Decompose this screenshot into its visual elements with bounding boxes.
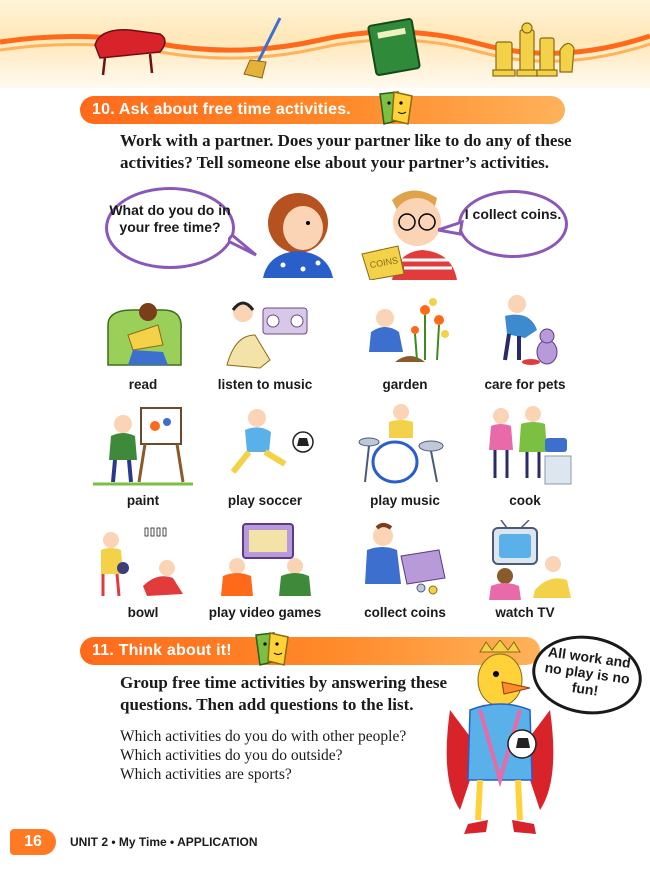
curly-haired-girl-icon	[248, 183, 348, 278]
gardening-child-icon	[355, 290, 455, 370]
top-illustrations	[0, 0, 650, 88]
drummer-child-icon	[355, 402, 455, 486]
activity-read	[73, 290, 213, 392]
book-label: COINS	[368, 255, 399, 271]
bubble-question-text: What do you do in your free time?	[109, 202, 231, 235]
bowling-children-icon	[93, 520, 193, 600]
question-item: Which activities are sports?	[120, 766, 292, 783]
unit-footer-text: UNIT 2 • My Time • APPLICATION	[70, 835, 258, 849]
reading-child-icon	[93, 290, 193, 370]
video-game-children-icon	[215, 520, 315, 600]
activity-cook	[455, 402, 595, 508]
section-11-instructions: Group free time activities by answering these questions. Then add questions to the list.	[120, 673, 448, 714]
activity-collect-coins	[335, 520, 475, 620]
page-number-badge	[10, 829, 56, 855]
two-faces-icon	[378, 90, 414, 126]
activity-label: play music	[370, 493, 440, 508]
activity-play-music	[335, 402, 475, 508]
activity-listen-to-music	[195, 290, 335, 392]
activity-play-soccer	[195, 402, 335, 508]
activity-label: play video games	[208, 605, 322, 620]
page-number: 16	[24, 833, 42, 850]
chess-pieces-icon	[493, 23, 574, 76]
coin-collector-child-icon	[355, 520, 455, 600]
activity-garden	[335, 290, 475, 392]
activity-care-for-pets	[455, 290, 595, 392]
activity-paint	[73, 402, 213, 508]
two-faces-icon	[254, 631, 290, 667]
activity-label: watch TV	[495, 605, 555, 620]
activity-label: cook	[509, 493, 541, 508]
activity-label: care for pets	[484, 377, 566, 392]
piano-icon	[95, 30, 165, 75]
soccer-child-icon	[215, 402, 315, 486]
bubble-tail-right	[438, 218, 464, 240]
book-icon	[368, 19, 420, 76]
activity-watch-tv	[455, 520, 595, 620]
section-10-instructions: Work with a partner. Does your partner like to do any of these activities? Tell someone else about your partner’s activities.	[120, 131, 572, 172]
section-10-title: 10. Ask about free time activities.	[92, 101, 351, 118]
question-item: Which activities do you do with other people?	[120, 728, 407, 745]
cooking-children-icon	[475, 402, 575, 486]
activity-label: listen to music	[217, 377, 313, 392]
painting-child-icon	[93, 402, 193, 486]
bubble-answer-text: I collect coins.	[464, 206, 562, 222]
activity-label: collect coins	[364, 605, 446, 620]
question-list	[120, 727, 440, 784]
section-11-title: 11. Think about it!	[92, 642, 232, 659]
activity-play-video-games	[195, 520, 335, 620]
activity-label: read	[128, 377, 158, 392]
activity-label: garden	[382, 377, 428, 392]
activity-label: play soccer	[227, 493, 303, 508]
answer-speech-bubble	[458, 190, 568, 258]
activity-label: bowl	[127, 605, 159, 620]
question-item: Which activities do you do outside?	[120, 747, 343, 764]
activity-bowl	[73, 520, 213, 620]
activity-label: paint	[126, 493, 160, 508]
pet-care-child-icon	[475, 290, 575, 370]
tv-watching-children-icon	[475, 520, 575, 600]
headphones-child-icon	[215, 290, 315, 370]
mascot-speech-text: All work and no play is no fun!	[543, 643, 632, 699]
question-speech-bubble	[105, 187, 235, 269]
section-10-banner	[80, 96, 565, 124]
